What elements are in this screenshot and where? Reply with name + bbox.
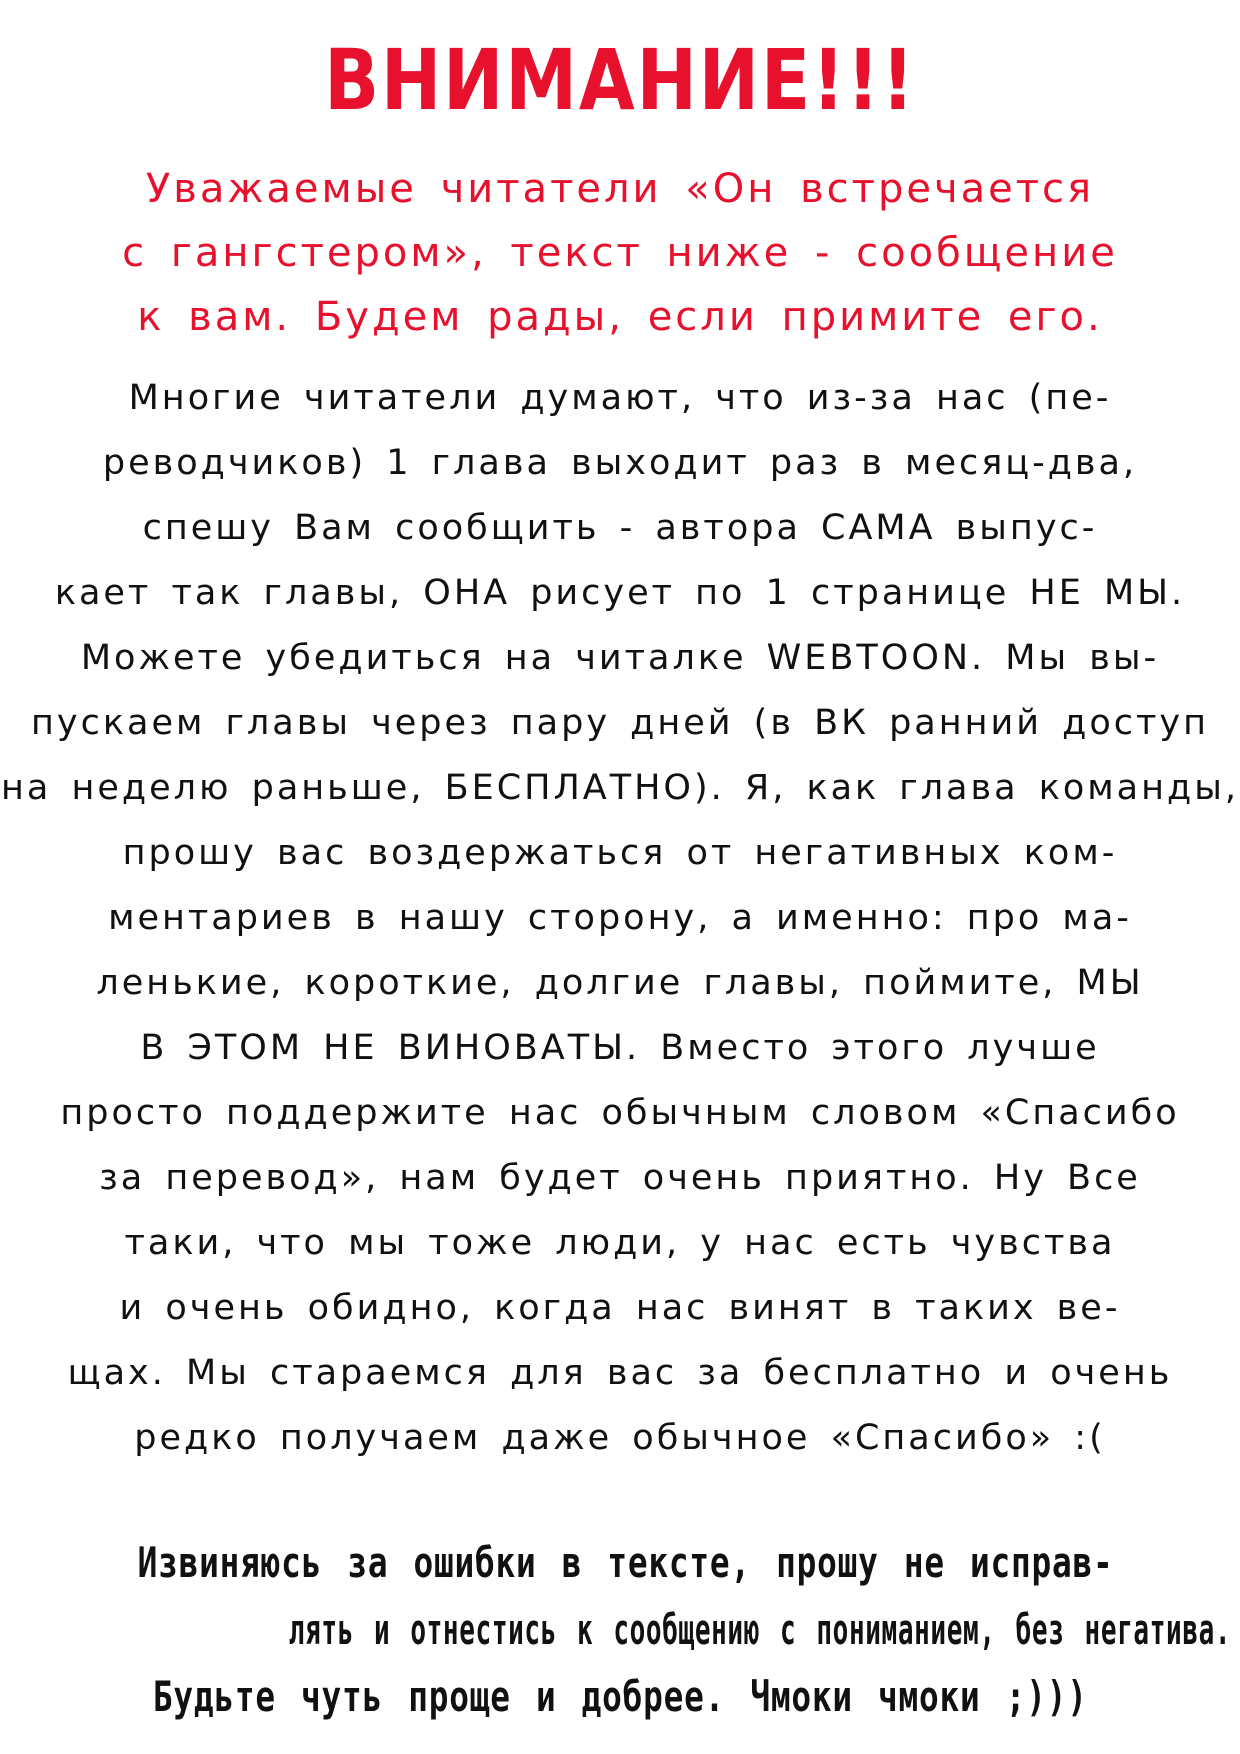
body-line: за перевод», нам будет очень приятно. Ну Все: [99, 1158, 1141, 1198]
body-line: на неделю раньше, БЕСПЛАТНО). Я, как глава команды,: [1, 768, 1239, 808]
intro-line: Уважаемые читатели «Он встречается: [145, 166, 1095, 212]
body-line: таки, что мы тоже люди, у нас есть чувства: [124, 1223, 1116, 1263]
body-line: ленькие, короткие, долгие главы, поймите, МЫ: [96, 963, 1144, 1003]
body-line: реводчиков) 1 глава выходит раз в месяц-два,: [102, 443, 1138, 483]
body-line: прошу вас воздержаться от негативных ком-: [122, 833, 1118, 873]
body-line: редко получаем даже обычное «Спасибо» :(: [134, 1418, 1106, 1458]
intro-line: к вам. Будем рады, если примите его.: [137, 294, 1103, 340]
closing-line: [0, 1605, 1240, 1654]
body-line: кает так главы, ОНА рисует по 1 странице НЕ МЫ.: [54, 573, 1186, 613]
body-line: пускаем главы через пару дней (в ВК ранний доступ: [31, 703, 1209, 743]
body-line: щах. Мы стараемся для вас за бесплатно и очень: [67, 1353, 1173, 1393]
body-line: и очень обидно, когда нас винят в таких ве-: [119, 1288, 1121, 1328]
closing-line-text: Извиняюсь за ошибки в тексте, прошу не исправ-: [137, 1538, 1114, 1587]
closing-line: [0, 1672, 1240, 1721]
page-title: ВНИМАНИЕ!!!: [324, 31, 916, 129]
body-line: Многие читатели думают, что из-за нас (пе-: [128, 378, 1112, 418]
intro-line: с гангстером», текст ниже - сообщение: [122, 230, 1118, 276]
body-line: Можете убедиться на читалке WEBTOON. Мы вы-: [80, 638, 1160, 678]
closing-line-text: лять и отнестись к сообщению с пониманием, без негатива.: [288, 1605, 1232, 1654]
body-line: ментариев в нашу сторону, а именно: про ма-: [108, 898, 1132, 938]
body-line: В ЭТОМ НЕ ВИНОВАТЫ. Вместо этого лучше: [140, 1028, 1100, 1068]
body-line: спешу Вам сообщить - автора САМА выпус-: [142, 508, 1098, 548]
closing-line-text: Будьте чуть проще и добрее. Чмоки чмоки ;))): [152, 1672, 1088, 1721]
body-line: просто поддержите нас обычным словом «Спасибо: [60, 1093, 1180, 1133]
closing-line: [0, 1538, 1240, 1587]
